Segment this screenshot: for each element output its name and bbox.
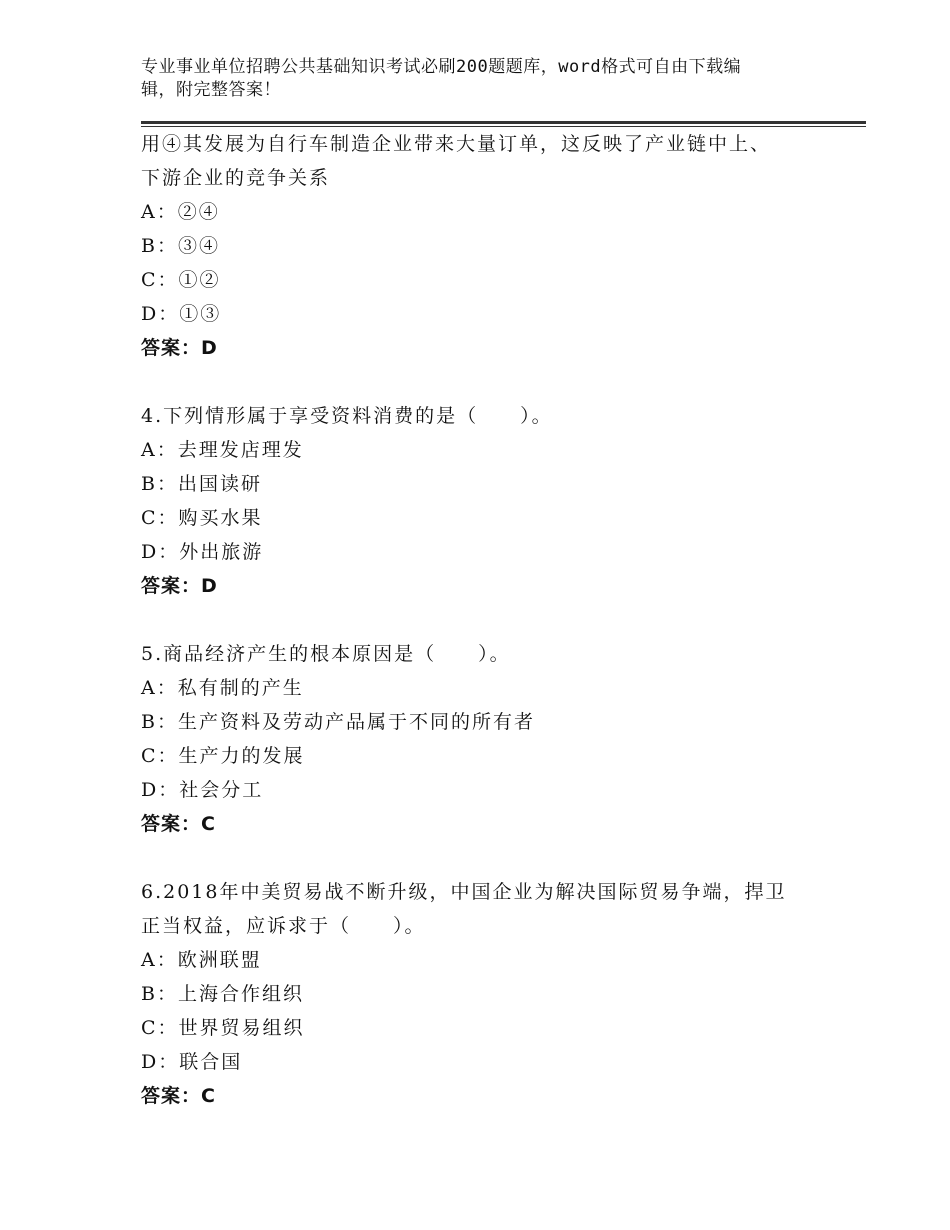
question-stem: 用④其发展为自行车制造企业带来大量订单，这反映了产业链中上、 bbox=[141, 133, 772, 155]
option-a: A：欧洲联盟 bbox=[141, 949, 262, 971]
header-divider-thick bbox=[141, 121, 866, 124]
question-4 bbox=[141, 399, 821, 603]
option-d: D：联合国 bbox=[141, 1051, 243, 1073]
question-stem: 6.2018年中美贸易战不断升级，中国企业为解决国际贸易争端，捍卫 bbox=[141, 881, 787, 903]
header-line-1: 专业事业单位招聘公共基础知识考试必刷200题题库，word格式可自由下载编 bbox=[141, 57, 742, 77]
question-list bbox=[141, 127, 821, 1113]
option-c: C：世界贸易组织 bbox=[141, 1017, 305, 1039]
answer: 答案：D bbox=[141, 575, 218, 597]
question-stem: 下游企业的竞争关系 bbox=[141, 167, 331, 189]
document-header bbox=[141, 56, 801, 102]
option-b: B：③④ bbox=[141, 235, 220, 257]
option-b: B：生产资料及劳动产品属于不同的所有者 bbox=[141, 711, 535, 733]
answer: 答案：C bbox=[141, 813, 216, 835]
answer: 答案：D bbox=[141, 337, 218, 359]
question-3-continued bbox=[141, 127, 821, 365]
question-5 bbox=[141, 637, 821, 841]
option-d: D：社会分工 bbox=[141, 779, 264, 801]
option-b: B：出国读研 bbox=[141, 473, 262, 495]
spacer bbox=[141, 841, 821, 875]
question-6 bbox=[141, 875, 821, 1113]
option-a: A：②④ bbox=[141, 201, 220, 223]
question-stem: 5.商品经济产生的根本原因是（ ）。 bbox=[141, 643, 511, 665]
option-a: A：私有制的产生 bbox=[141, 677, 304, 699]
question-stem: 4.下列情形属于享受资料消费的是（ ）。 bbox=[141, 405, 553, 427]
option-d: D：外出旅游 bbox=[141, 541, 264, 563]
option-c: C：购买水果 bbox=[141, 507, 263, 529]
option-a: A：去理发店理发 bbox=[141, 439, 304, 461]
spacer bbox=[141, 603, 821, 637]
header-line-2: 辑，附完整答案！ bbox=[141, 80, 281, 100]
option-c: C：生产力的发展 bbox=[141, 745, 305, 767]
answer: 答案：C bbox=[141, 1085, 216, 1107]
option-b: B：上海合作组织 bbox=[141, 983, 304, 1005]
spacer bbox=[141, 365, 821, 399]
option-d: D：①③ bbox=[141, 303, 222, 325]
option-c: C：①② bbox=[141, 269, 221, 291]
question-stem: 正当权益，应诉求于（ ）。 bbox=[141, 915, 426, 937]
